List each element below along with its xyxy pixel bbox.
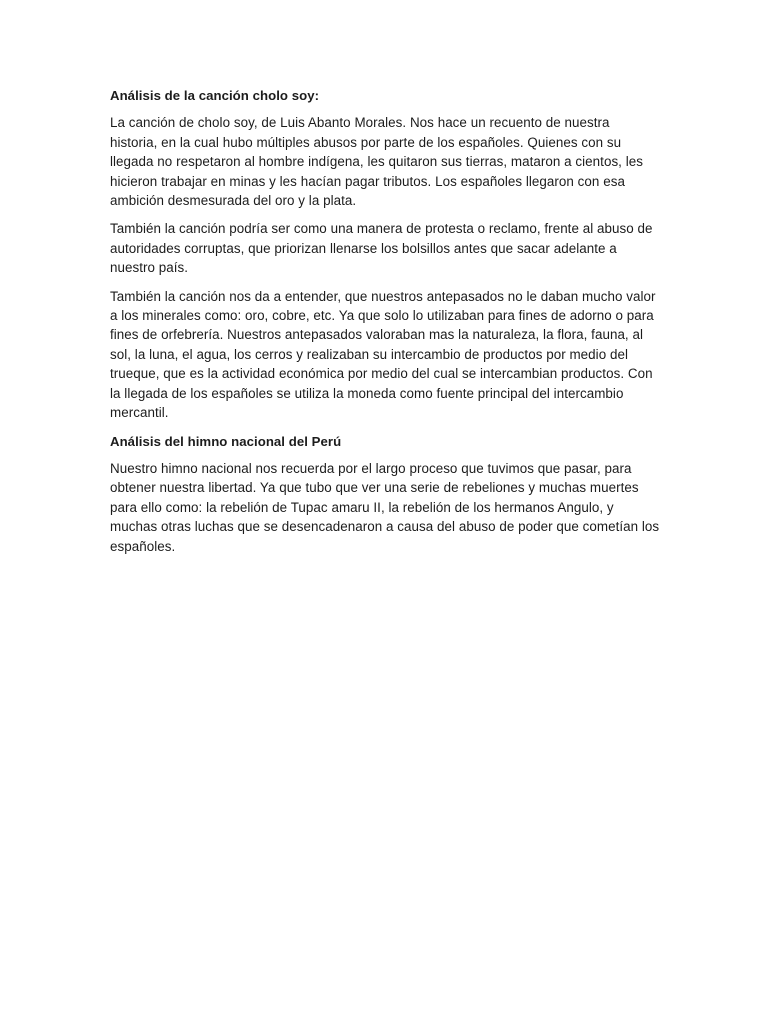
paragraph-cholo-soy-1: La canción de cholo soy, de Luis Abanto Morales. Nos hace un recuento de nuestra historia, en la cual hubo múltiples abusos por parte de los españoles. Quienes con su llegada no respetaron al hombre indígena, les quitaron sus tierras, mataron a cientos, les hicieron trabajar en minas y les hacían pagar tributos. Los españoles llegaron con esa ambición desmesurada del oro y la plata. xyxy=(110,115,643,209)
section-heading-himno-nacional: Análisis del himno nacional del Perú xyxy=(110,433,342,449)
document-page xyxy=(110,86,660,565)
paragraph-cholo-soy-2: También la canción podría ser como una manera de protesta o reclamo, frente al abuso de autoridades corruptas, que priorizan llenarse los bolsillos antes que sacar adelante a nuestro país. xyxy=(110,221,653,276)
paragraph-himno-1: Nuestro himno nacional nos recuerda por el largo proceso que tuvimos que pasar, para obtener nuestra libertad. Ya que tubo que ver una serie de rebeliones y muchas muertes para ello como: la rebelión de Tupac amaru II, la rebelión de los hermanos Angulo, y muchas otras luchas que se desencadenaron a causa del abuso de poder que cometían los españoles. xyxy=(110,460,660,554)
section-heading-cholo-soy: Análisis de la canción cholo soy: xyxy=(110,88,320,103)
paragraph-cholo-soy-3: También la canción nos da a entender, que nuestros antepasados no le daban mucho valor a los minerales como: oro, cobre, etc. Ya que solo lo utilizaban para fines de adorno o para fines de orfebrería. Nuestros antepasados valoraban mas la naturaleza, la flora, fauna, al sol, la luna, el agua, los cerros y realizaban su intercambio de productos por medio del trueque, que es la actividad económica por medio del cual se intercambian productos. Con la llegada de los españoles se utiliza la moneda como fuente principal del intercambio mercantil. xyxy=(110,288,656,421)
